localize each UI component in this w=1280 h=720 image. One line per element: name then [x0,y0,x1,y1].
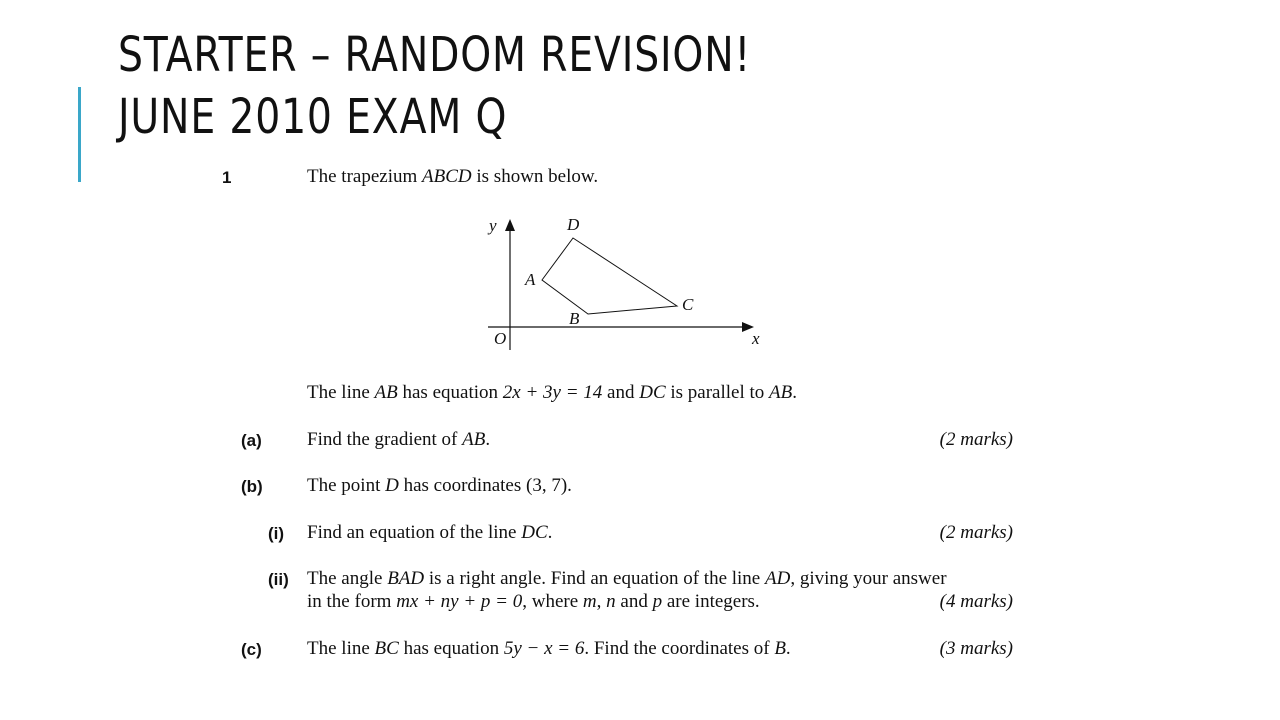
part-b-ii-text-line1: The angle BAD is a right angle. Find an equation of the line AD, giving your answer [307,568,947,589]
question-intro: The trapezium ABCD is shown below. [307,166,599,187]
part-b-i-label: (i) [268,524,285,543]
part-c-label: (c) [241,640,262,659]
trapezium-shape [542,238,677,314]
part-c-marks: (3 marks) [939,638,1013,659]
trapezium-diagram [470,205,770,350]
origin-label: O [494,329,507,348]
title-line-2: JUNE 2010 EXAM Q [118,89,508,145]
question-number: 1 [222,168,232,187]
part-a-text: Find the gradient of AB. [307,429,491,450]
accent-bar [78,87,81,182]
y-axis-label: y [489,216,497,235]
part-a-label: (a) [241,431,262,450]
part-b-label: (b) [241,477,263,496]
x-axis-label: x [752,329,760,348]
vertex-d-label: D [567,215,580,234]
vertex-c-label: C [682,295,694,314]
y-axis-arrow [505,219,515,231]
part-a-marks: (2 marks) [939,429,1013,450]
part-b-i-marks: (2 marks) [939,522,1013,543]
vertex-a-label: A [525,270,536,289]
slide-title [118,24,751,148]
line-ab-info: The line AB has equation 2x + 3y = 14 and DC is parallel to AB. [307,382,798,403]
title-line-1: STARTER – RANDOM REVISION! [118,27,752,83]
part-b-i-text: Find an equation of the line DC. [307,522,553,543]
part-b-ii-marks: (4 marks) [939,591,1013,612]
part-c-text: The line BC has equation 5y − x = 6. Find the coordinates of B. [307,638,791,659]
part-b-text: The point D has coordinates (3, 7). [307,475,572,496]
part-b-ii-label: (ii) [268,570,289,589]
part-b-ii-text-line2: in the form mx + ny + p = 0, where m, n and p are integers. [307,591,760,612]
vertex-b-label: B [569,309,580,328]
